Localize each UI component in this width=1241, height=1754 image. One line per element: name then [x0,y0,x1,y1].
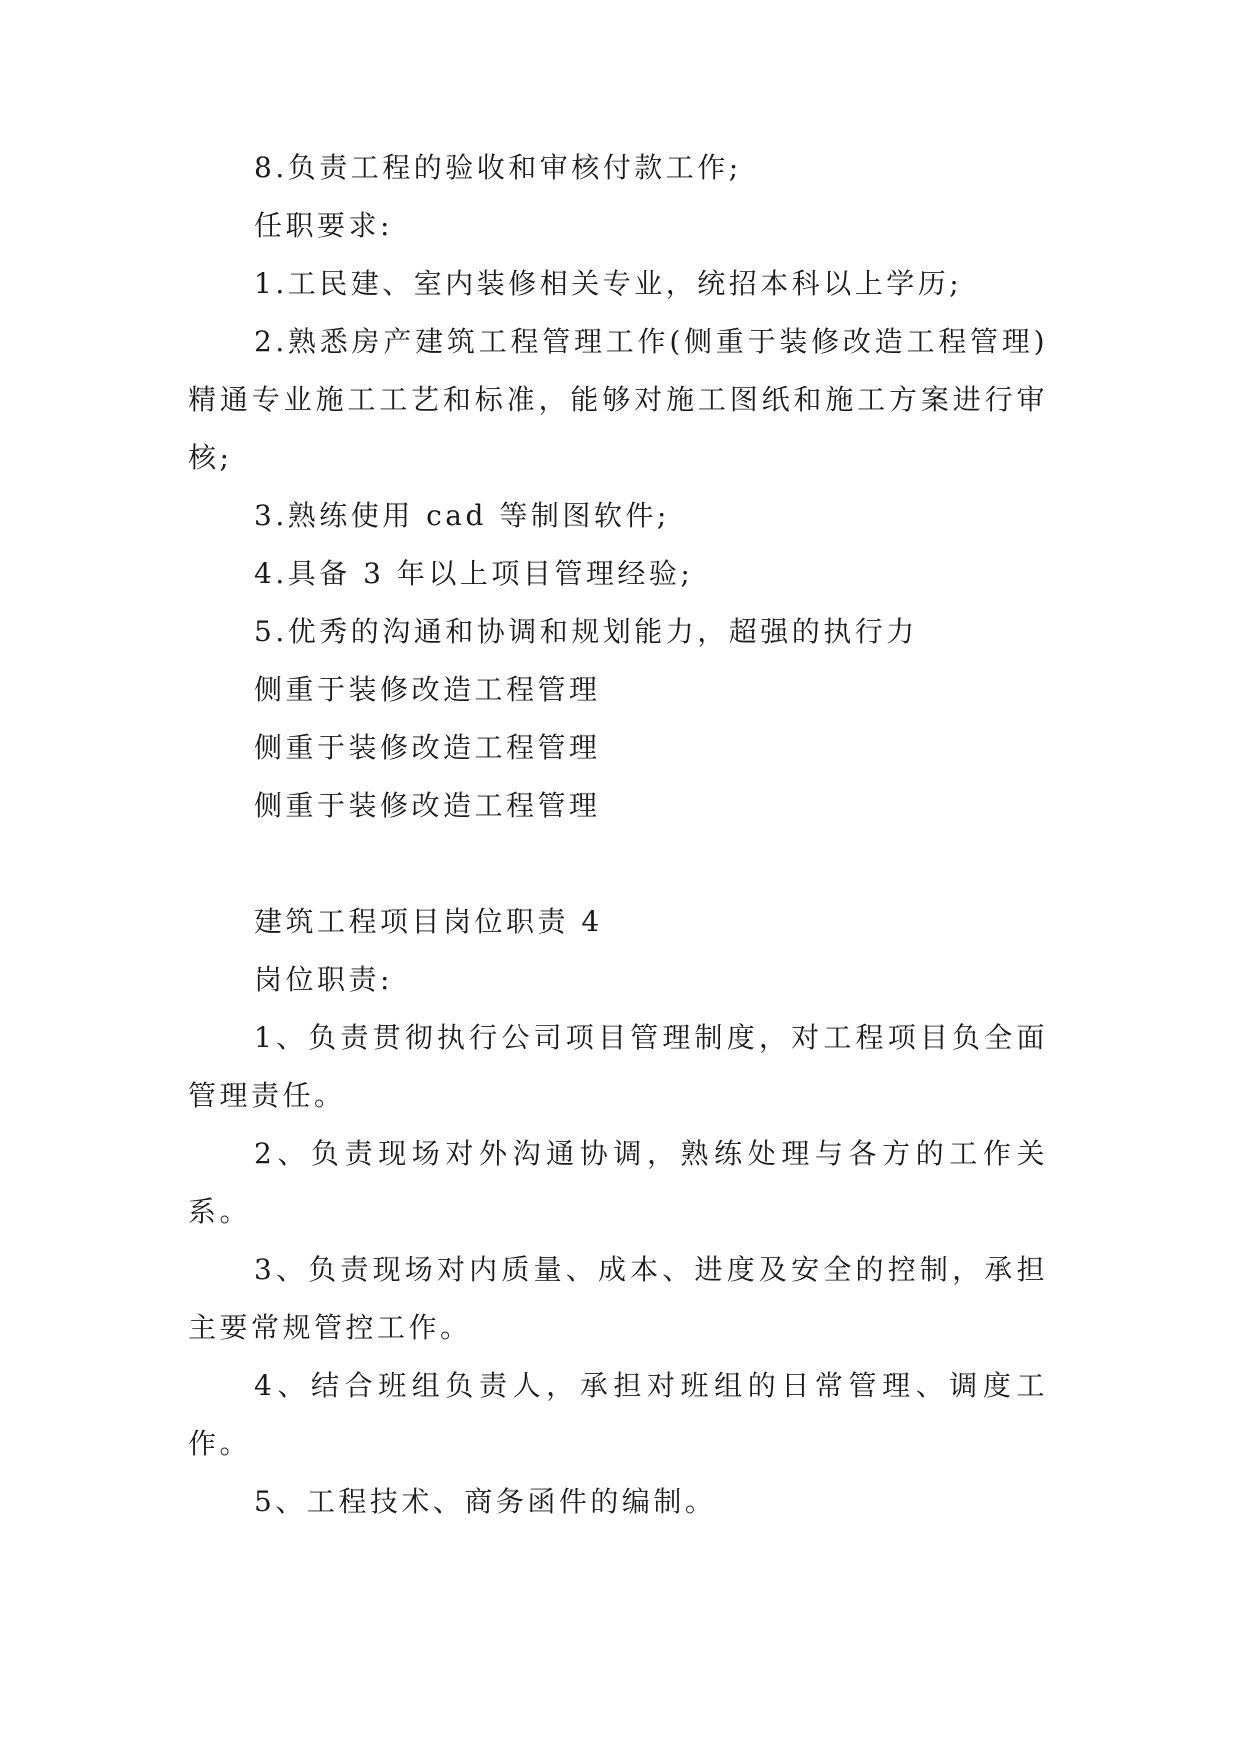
requirement-item-5: 5.优秀的沟通和协调和规划能力，超强的执行力 [254,615,918,648]
requirement-item-8: 8.负责工程的验收和审核付款工作; [254,151,742,184]
repeated-note-1: 侧重于装修改造工程管理 [254,673,601,706]
duty-item-5: 5、工程技术、商务函件的编制。 [254,1485,717,1518]
duty-item-1: 1、负责贯彻执行公司项目管理制度，对工程项目负全面管理责任。 [188,1021,1048,1112]
duty-item-4: 4、结合班组负责人，承担对班组的日常管理、调度工作。 [188,1369,1048,1460]
section-heading-duties: 岗位职责: [254,963,393,996]
repeated-note-2: 侧重于装修改造工程管理 [254,731,601,764]
duty-item-3: 3、负责现场对内质量、成本、进度及安全的控制，承担主要常规管控工作。 [188,1253,1048,1344]
section-title: 建筑工程项目岗位职责 4 [254,905,603,938]
requirement-item-2: 2.熟悉房产建筑工程管理工作(侧重于装修改造工程管理)精通专业施工工艺和标准，能够对施工图纸和施工方案进行审核; [188,325,1048,474]
requirement-item-3: 3.熟练使用 cad 等制图软件; [254,499,670,532]
requirement-item-1: 1.工民建、室内装修相关专业，统招本科以上学历; [254,267,963,300]
duty-item-2: 2、负责现场对外沟通协调，熟练处理与各方的工作关系。 [188,1137,1048,1228]
section-heading-requirements: 任职要求: [254,209,393,242]
repeated-note-3: 侧重于装修改造工程管理 [254,789,601,822]
requirement-item-4: 4.具备 3 年以上项目管理经验; [254,557,694,590]
